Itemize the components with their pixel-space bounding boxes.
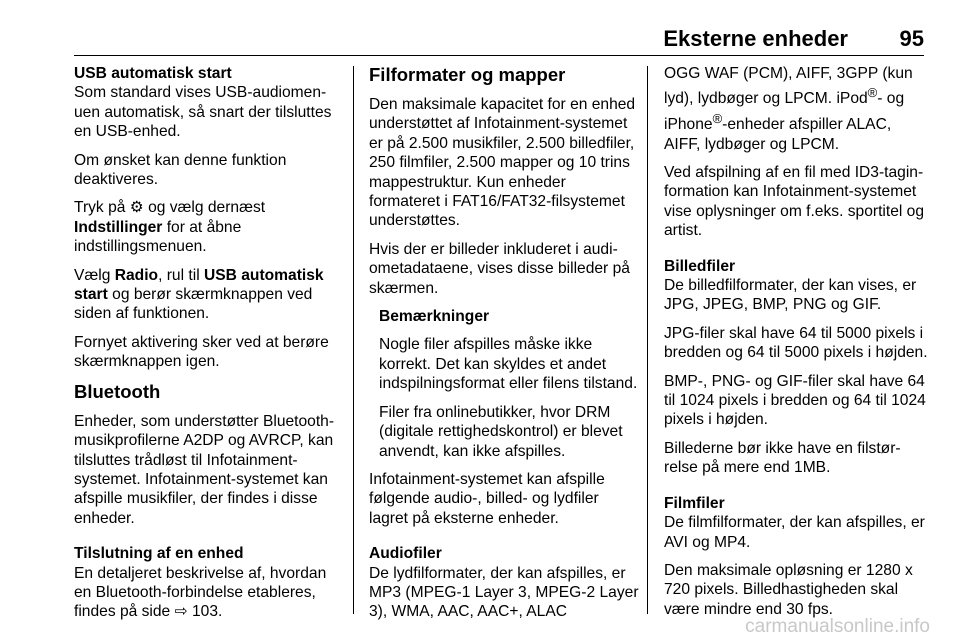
connect-device-paragraph: [74, 564, 344, 622]
watermark-text: carmanualsonline.info: [745, 616, 930, 637]
image-files-paragraph-2: JPG-filer skal have 64 til 5000 pixels i bredden og 64 til 5000 pixels i højden.: [664, 324, 928, 362]
text-segment: Tryk på: [74, 199, 130, 217]
audio-files-continued: [664, 64, 929, 154]
page-title: Eksterne enheder: [663, 26, 848, 51]
usb-paragraph-4: [74, 266, 344, 324]
film-files-paragraph-2: Den maksimale opløsning er 1280 x 720 pixels. Billedhastigheden skal være mindre end 30 fps.: [664, 561, 913, 618]
column-2: [369, 64, 639, 631]
registered-mark: ®: [712, 111, 723, 126]
registered-mark: ®: [867, 85, 878, 101]
audio-files-heading: Audiofiler: [369, 545, 442, 563]
settings-icon: ⚙: [129, 199, 144, 217]
column-3: [664, 64, 929, 628]
file-formats-heading: Filformater og mapper: [369, 64, 566, 85]
audio-files-paragraph-1: De lydfilformater, der kan afspilles, er MP3 (MPEG-1 Layer 3, MPEG-2 Layer 3), WMA, AAC, AAC+, ALAC: [369, 564, 639, 621]
column-divider-1: [353, 66, 354, 614]
radio-label: Radio: [114, 266, 159, 284]
page-number: 95: [899, 26, 924, 51]
usb-paragraph-2: Om ønsket kan denne funktion deaktiveres.: [74, 151, 287, 189]
column-divider-2: [647, 66, 648, 614]
text-segment: Vælg: [74, 266, 115, 284]
file-formats-paragraph-3: Infotainment-systemet kan afspille følgende audio-, billed- og lydfiler lagret på eksterne enheder.: [369, 470, 605, 527]
usb-paragraph-5: Fornyet aktivering sker ved at berøre skærmknappen igen.: [74, 333, 329, 371]
film-files-paragraph-1: De filmfilformater, der kan afspilles, er AVI og MP4.: [664, 514, 925, 551]
usb-autostart-heading: USB automatisk start: [74, 65, 232, 82]
text-segment: OGG WAF (PCM), AIFF, 3GPP (kun lyd), lydbøger og LPCM. iPod: [664, 65, 913, 108]
text-segment: for at åbne indstillingsmenuen.: [74, 218, 242, 256]
note-heading: Bemærkninger: [379, 308, 490, 326]
text-segment: og berør skærmknappen ved siden af funktionen.: [74, 286, 313, 323]
note-paragraph-1: Nogle filer afspilles måske ikke korrekt. Det kan skyldes et andet indspilningsformat eller filens tilstand.: [379, 336, 638, 393]
text-segment: , rul til: [158, 266, 204, 284]
text-segment: -enheder afspiller ALAC, AIFF, lydbøger og LPCM.: [664, 116, 892, 153]
image-files-paragraph-3: BMP-, PNG- og GIF-filer skal have 64 til 1024 pixels i bredden og 64 til 1024 pixels i højden.: [664, 372, 926, 429]
image-files-paragraph-4: Billederne bør ikke have en filstørrelse på mere end 1MB.: [664, 439, 901, 477]
film-files-heading: Filmfiler: [664, 494, 725, 512]
text-segment: En detaljeret beskrivelse af, hvordan en Bluetooth-forbindelse etableres, findes på side: [74, 564, 327, 621]
settings-label: Indstillinger: [74, 218, 163, 236]
file-formats-paragraph-2: Hvis der er billeder inkluderet i audiometadataene, vises disse billeder på skærmen.: [369, 240, 630, 297]
note-paragraph-2: Filer fra onlinebutikker, hvor DRM (digitale rettighedskontrol) er blevet anvendt, kan ikke afspilles.: [379, 403, 623, 460]
text-segment: - og iPhone: [664, 90, 905, 134]
text-segment: og vælg dernæst: [143, 199, 266, 217]
usb-paragraph-3: [74, 198, 344, 256]
connect-device-heading: Tilslutning af en enhed: [74, 545, 244, 563]
bluetooth-paragraph-1: Enheder, som understøtter Bluetooth-musikprofilerne A2DP og AVRCP, kan tilsluttes trådløst til Infotainment-systemet. Infotainment-systemet kan afspille musikfiler, der findes i disse enheder.: [74, 412, 335, 527]
page-header: [0, 0, 960, 58]
usb-paragraph-1: Som standard vises USB-audiomenuen automatisk, så snart der tilsluttes en USB-enhed.: [74, 84, 332, 141]
header-divider: [74, 55, 924, 56]
page-reference: 103.: [187, 603, 223, 621]
usb-autostart-label: USB automatisk start: [74, 266, 324, 304]
image-files-heading: Billedfiler: [664, 257, 736, 275]
note-box: [379, 307, 639, 461]
image-files-paragraph-1: De billedfilformater, der kan vises, er JPG, JPEG, BMP, PNG og GIF.: [664, 277, 917, 314]
column-1: [74, 64, 344, 631]
bluetooth-heading: Bluetooth: [74, 380, 161, 402]
page-reference-arrow-icon: ⇨: [174, 603, 188, 621]
audio-files-paragraph-2: Ved afspilning af en fil med ID3-taginformation kan Infotainment-systemet vise oplysninger om f.eks. sportitel og artist.: [664, 164, 925, 240]
file-formats-paragraph-1: Den maksimale kapacitet for en enhed understøttet af Infotainment-systemet er på 2.500 musikfiler, 2.500 billedfiler, 250 filmfiler, 2.500 mapper og 10 trins mappestruktur. Kun enheder formateret i FAT16/FAT32-filsystemet understøttes.: [369, 96, 636, 230]
